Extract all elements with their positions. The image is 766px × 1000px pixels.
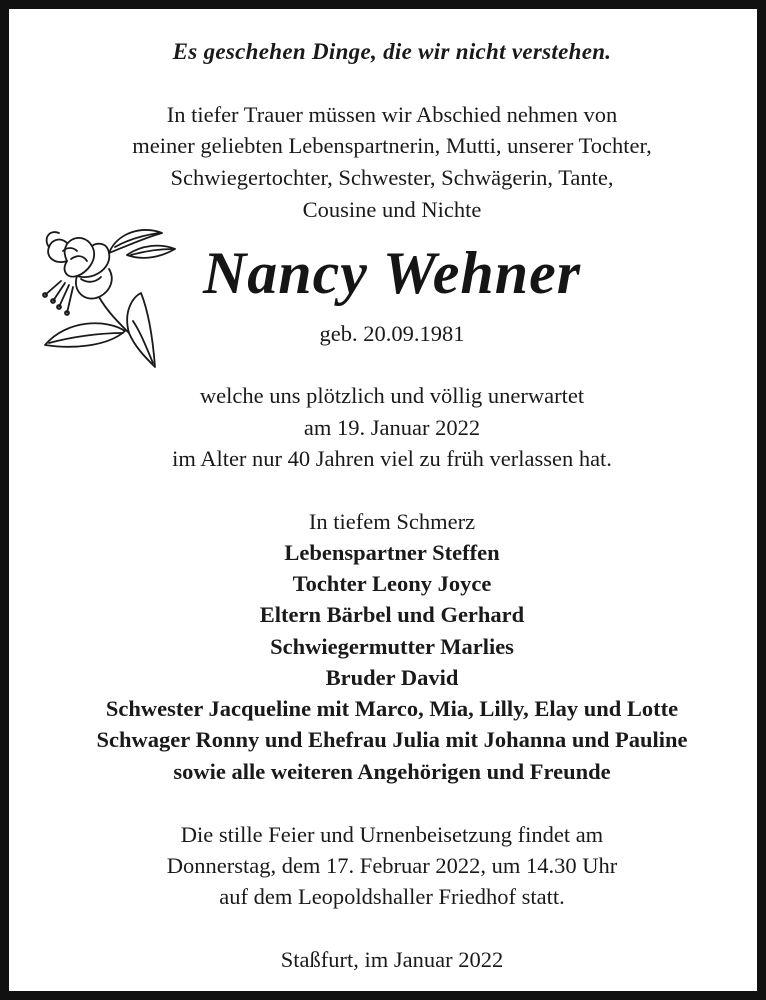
intro-line-2: meiner geliebten Lebenspartnerin, Mutti, unserer Tochter, (132, 133, 652, 158)
motto: Es geschehen Dinge, die wir nicht verstehen. (172, 39, 612, 64)
mourner-line: sowie alle weiteren Angehörigen und Freunde (173, 759, 611, 784)
intro-line-1: In tiefer Trauer müssen wir Abschied nehmen von (166, 102, 618, 127)
mourner-line: Eltern Bärbel und Gerhard (259, 602, 525, 627)
mourner-line: Bruder David (325, 665, 459, 690)
mourner-line: Tochter Leony Joyce (292, 571, 492, 596)
death-line-2: am 19. Januar 2022 (303, 415, 481, 440)
mourner-line: Schwiegermutter Marlies (270, 634, 514, 659)
place-date: Staßfurt, im Januar 2022 (280, 947, 504, 972)
deceased-name: Nancy Wehner (202, 240, 582, 306)
ceremony-line-1: Die stille Feier und Urnenbeisetzung findet am (180, 822, 604, 847)
death-line-1: welche uns plötzlich und völlig unerwartet (199, 383, 585, 408)
ceremony-line-3: auf dem Leopoldshaller Friedhof statt. (219, 884, 565, 909)
mourner-line: Lebenspartner Steffen (284, 540, 500, 565)
mourning-intro: In tiefem Schmerz (308, 509, 476, 534)
birth-date: geb. 20.09.1981 (319, 321, 465, 346)
intro-line-4: Cousine und Nichte (302, 197, 482, 222)
intro-line-3: Schwiegertochter, Schwester, Schwägerin, Tante, (170, 165, 614, 190)
death-line-3: im Alter nur 40 Jahren viel zu früh verlassen hat. (172, 446, 612, 471)
mourner-line: Schwester Jacqueline mit Marco, Mia, Lilly, Elay und Lotte (105, 696, 679, 721)
mourner-line: Schwager Ronny und Ehefrau Julia mit Johanna und Pauline (96, 727, 688, 752)
ceremony-line-2: Donnerstag, dem 17. Februar 2022, um 14.30 Uhr (166, 853, 618, 878)
